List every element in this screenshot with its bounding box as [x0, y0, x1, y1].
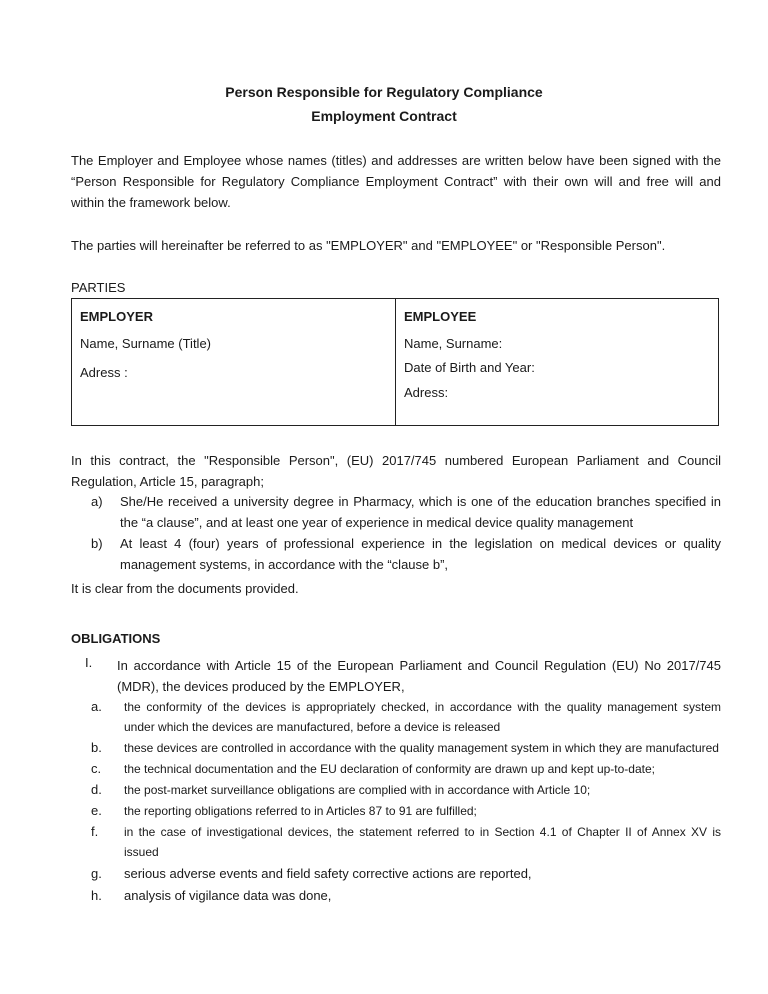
- employer-cell: [72, 299, 396, 425]
- roman-marker: I.: [85, 655, 93, 670]
- list-marker: b.: [91, 740, 102, 755]
- employee-address-field: Adress:: [404, 385, 449, 400]
- requirements-list: [71, 491, 721, 575]
- clear-statement: It is clear from the documents provided.: [71, 581, 299, 596]
- list-item-text: She/He received a university degree in Pharmacy, which is one of the education branches specified in the “a clause”, and at least one year of experience in medical device quality management: [120, 494, 721, 530]
- list-item: [71, 863, 721, 885]
- list-marker: h.: [91, 888, 102, 903]
- list-item-text: serious adverse events and field safety corrective actions are reported,: [124, 866, 532, 881]
- list-item-text: these devices are controlled in accordance with the quality management system in which they are manufactured: [124, 741, 719, 755]
- list-item: [71, 738, 721, 758]
- list-item-text: the technical documentation and the EU declaration of conformity are drawn up and kept up-to-date;: [124, 762, 655, 776]
- parties-reference-paragraph: The parties will hereinafter be referred to as "EMPLOYER" and "EMPLOYEE" or "Responsible Person".: [71, 238, 666, 253]
- employer-address-field: Adress :: [80, 365, 128, 380]
- list-item-text: analysis of vigilance data was done,: [124, 888, 332, 903]
- document-subtitle: Employment Contract: [311, 108, 457, 124]
- list-item: [71, 759, 721, 779]
- list-marker: g.: [91, 866, 102, 881]
- list-marker: a.: [91, 699, 102, 714]
- roman-item-text: In accordance with Article 15 of the European Parliament and Council Regulation (EU) No 2017/745 (MDR), the devices produced by the EMPLOYER,: [117, 658, 721, 694]
- list-item: [71, 885, 721, 907]
- employee-cell: [396, 299, 718, 425]
- employer-header: EMPLOYER: [80, 309, 153, 324]
- list-marker: c.: [91, 761, 102, 776]
- list-item: [71, 801, 721, 821]
- list-item: [71, 491, 721, 533]
- document-title: Person Responsible for Regulatory Compliance: [225, 84, 543, 100]
- list-item: [71, 697, 721, 737]
- list-marker: d.: [91, 782, 102, 797]
- employee-header: EMPLOYEE: [404, 309, 477, 324]
- list-item-text: in the case of investigational devices, the statement referred to in Section 4.1 of Chapter II of Annex XV is issued: [124, 825, 721, 859]
- list-item: [71, 822, 721, 862]
- obligations-list: [71, 697, 721, 907]
- list-marker: a): [91, 494, 103, 509]
- list-marker: b): [91, 536, 103, 551]
- employee-name-field: Name, Surname:: [404, 336, 503, 351]
- list-item-text: the reporting obligations referred to in Articles 87 to 91 are fulfilled;: [124, 804, 477, 818]
- list-marker: e.: [91, 803, 102, 818]
- list-marker: f.: [91, 824, 99, 839]
- list-item-text: the post-market surveillance obligations are complied with in accordance with Article 10;: [124, 783, 591, 797]
- list-item-text: At least 4 (four) years of professional experience in the legislation on medical devices or quality management systems, in accordance with the “clause b”,: [120, 536, 721, 572]
- parties-table: [71, 298, 719, 426]
- list-item: [71, 780, 721, 800]
- requirements-intro: In this contract, the "Responsible Person", (EU) 2017/745 numbered European Parliament and Council Regulation, Article 15, paragraph;: [71, 453, 721, 489]
- obligations-heading: OBLIGATIONS: [71, 631, 161, 646]
- intro-paragraph: The Employer and Employee whose names (titles) and addresses are written below have been signed with the “Person Responsible for Regulatory Compliance Employment Contract” with their own will and free will and within the framework below.: [71, 153, 721, 210]
- obligation-roman-item: [71, 655, 721, 697]
- parties-label: PARTIES: [71, 280, 126, 295]
- employer-name-field: Name, Surname (Title): [80, 336, 211, 351]
- list-item: [71, 533, 721, 575]
- list-item-text: the conformity of the devices is appropriately checked, in accordance with the quality management system under which the devices are manufactured, before a device is released: [124, 700, 721, 734]
- employee-birth-field: Date of Birth and Year:: [404, 360, 535, 375]
